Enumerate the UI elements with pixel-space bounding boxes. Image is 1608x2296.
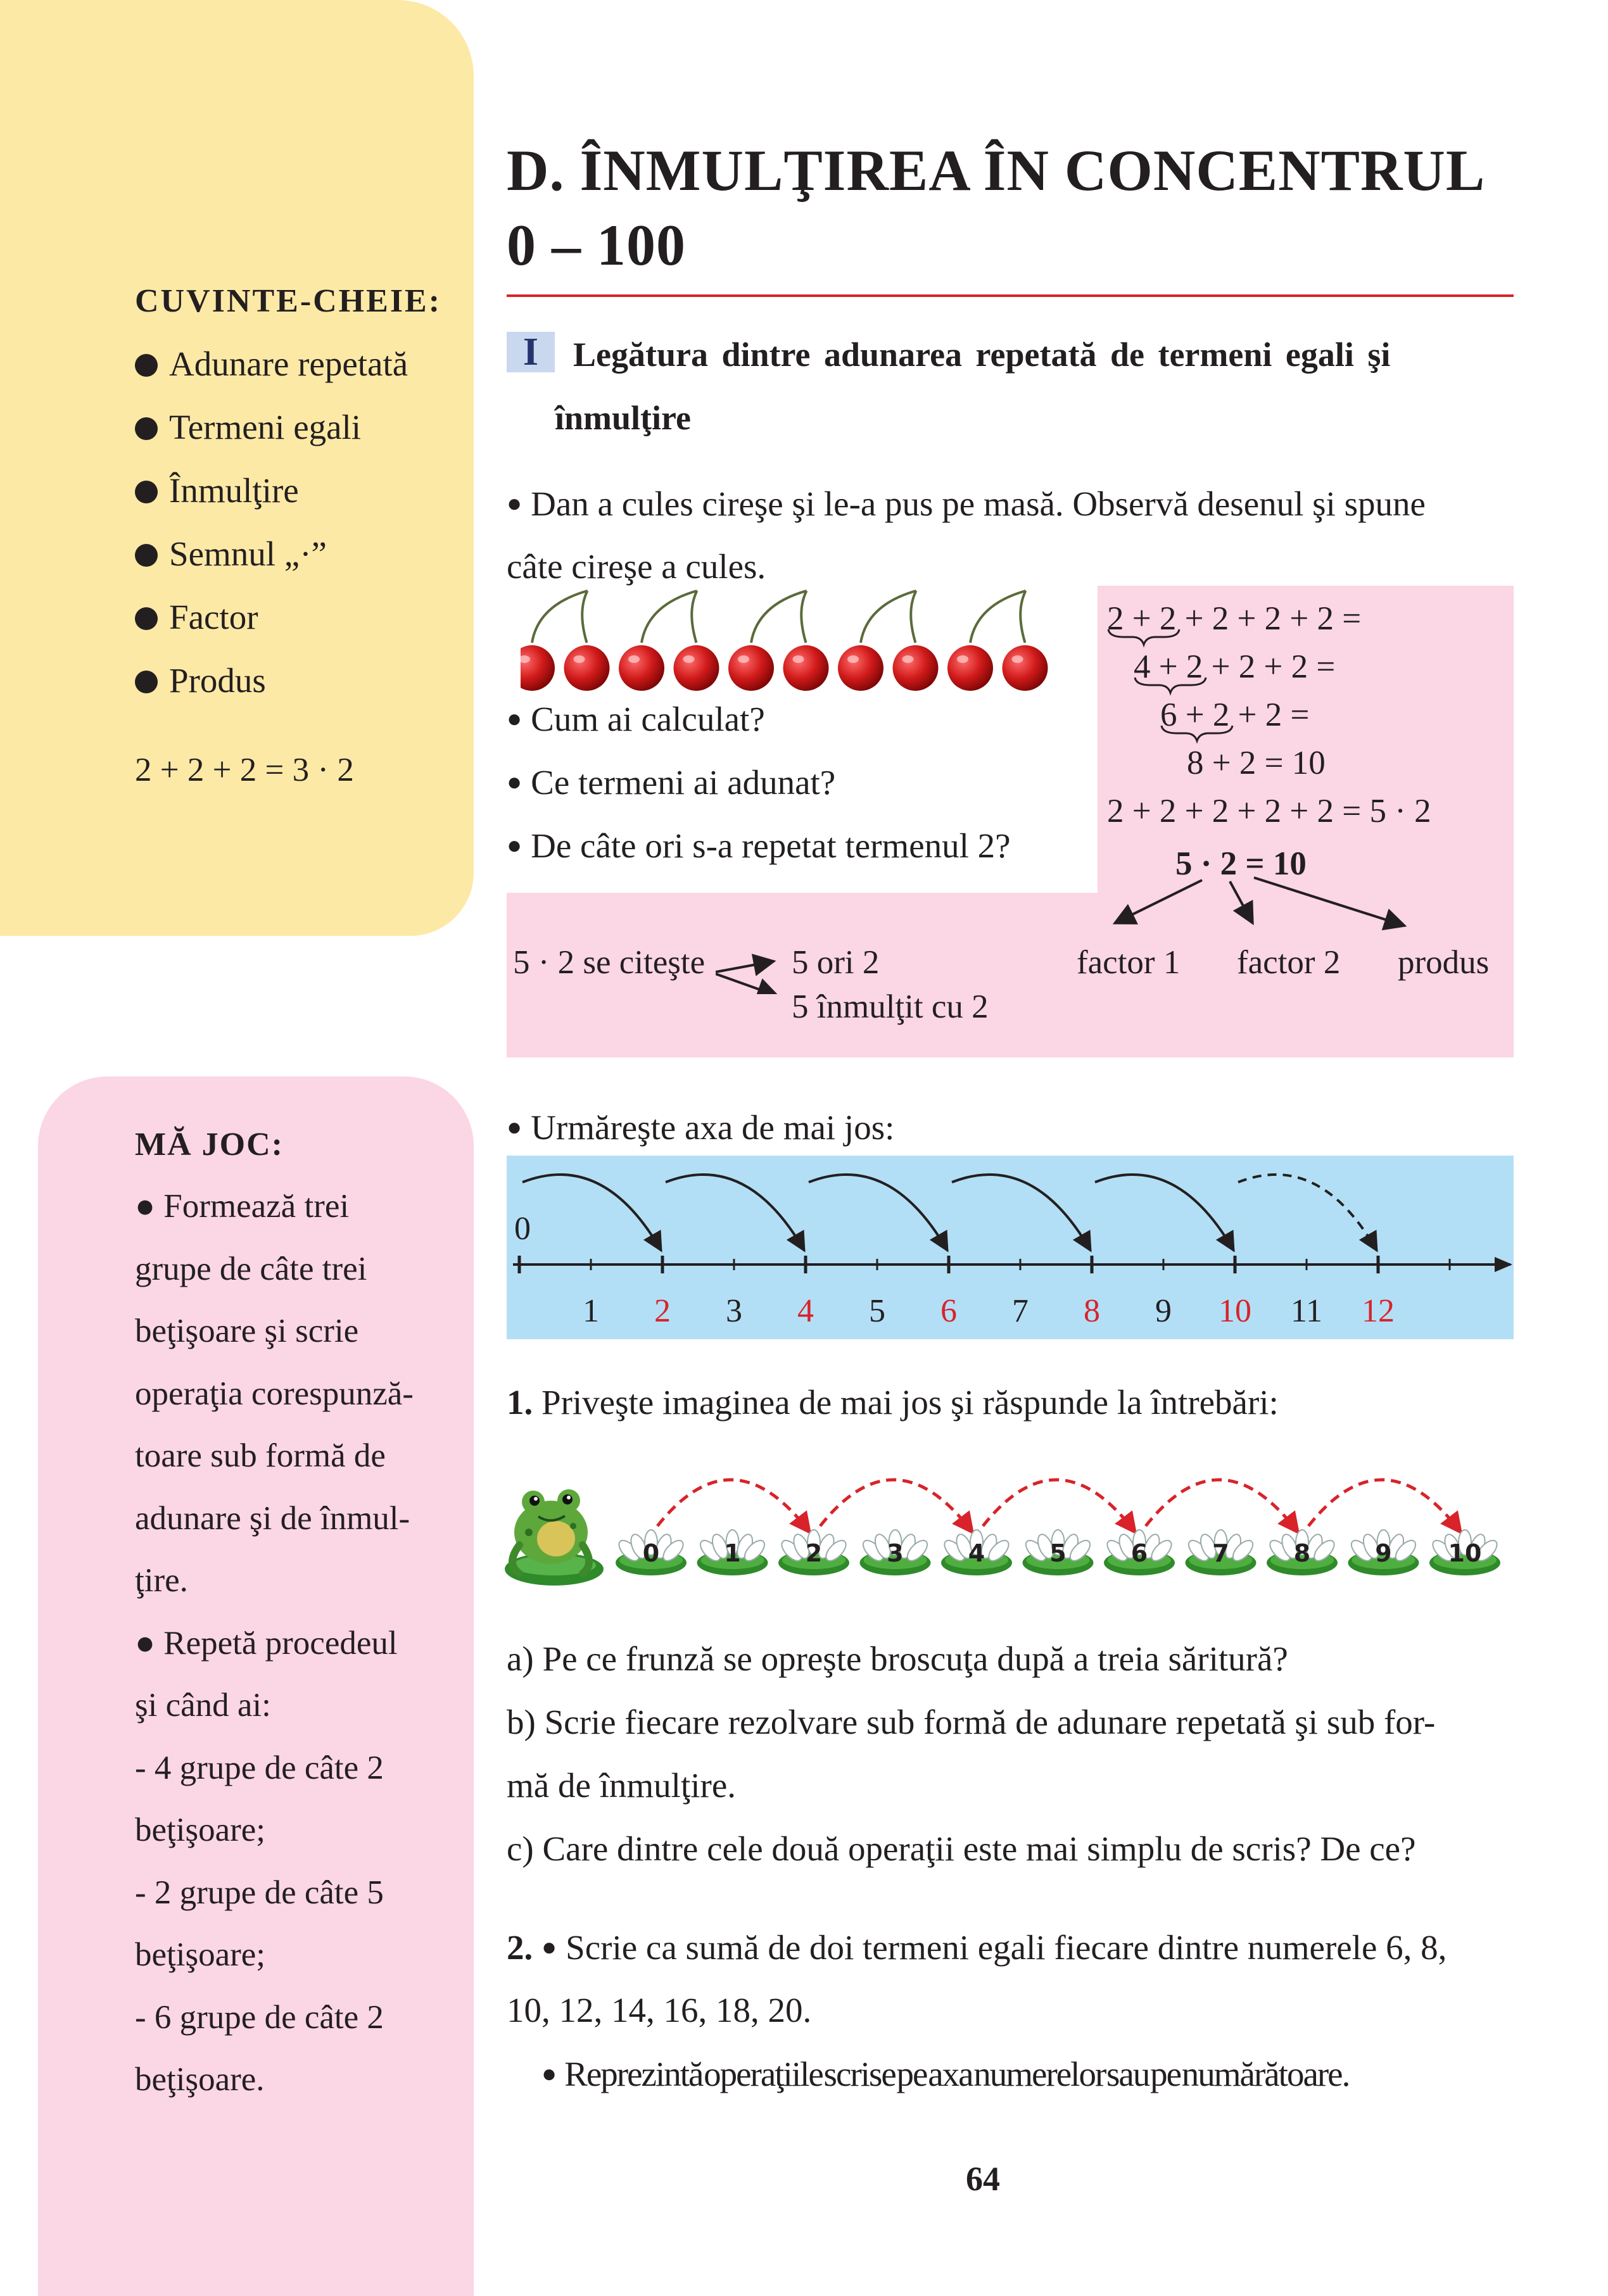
question-3: ● De câte ori s-a repetat termenul 2?	[507, 826, 1011, 865]
lily-pad-label: 5	[1049, 1539, 1067, 1567]
frog-jumps-illustration	[494, 1437, 1520, 1596]
bullet-icon	[135, 671, 158, 693]
question-2: ● Ce termeni ai adunat?	[507, 763, 836, 802]
calc-row: 6 + 2 + 2 =	[1160, 697, 1310, 733]
cherry-icon	[674, 645, 719, 691]
lily-pad-label: 0	[642, 1539, 660, 1567]
bullet-icon	[135, 607, 158, 630]
exercise-1-a: a) Pe ce frunză se opreşte broscuţa după a treia săritură?	[507, 1639, 1288, 1678]
keyword-item: Semnul „·”	[135, 522, 408, 586]
lily-pad-label: 2	[805, 1539, 823, 1567]
factor-2-label: factor 2	[1237, 944, 1341, 981]
intro-line-cont: câte cireşe a cules.	[507, 547, 766, 586]
cherry-icon	[838, 645, 883, 691]
number-axis	[507, 1156, 1514, 1339]
lily-pad-icon	[1104, 1530, 1175, 1575]
lily-pad-icon	[1185, 1530, 1256, 1575]
calc-row: 8 + 2 = 10	[1187, 745, 1326, 781]
lily-pad-icon	[1429, 1530, 1500, 1575]
exercise-2-line-cont: 10, 12, 14, 16, 18, 20.	[507, 1991, 812, 2029]
calc-result: 5 · 2 = 10	[1175, 845, 1307, 882]
cherry-stem	[970, 591, 1026, 643]
axis-label: 5	[869, 1293, 885, 1329]
lily-pad-label: 4	[968, 1539, 985, 1567]
lily-pad-icon	[697, 1530, 768, 1575]
cherry-stem	[861, 591, 916, 643]
axis-label: 12	[1362, 1293, 1395, 1329]
frog-icon	[505, 1489, 604, 1586]
frog-jump-arc	[657, 1480, 809, 1531]
axis-label: 6	[940, 1293, 957, 1329]
lily-pad-label: 1	[724, 1539, 741, 1567]
lily-pad-label: 10	[1448, 1539, 1482, 1567]
lily-pad-icon	[1022, 1530, 1093, 1575]
bullet-icon	[135, 417, 158, 440]
calc-row: 2 + 2 + 2 + 2 + 2 =	[1107, 600, 1362, 637]
jump-arc	[809, 1175, 947, 1251]
lily-pad-icon	[859, 1530, 930, 1575]
cherry-icon	[1003, 645, 1048, 691]
bullet-icon	[135, 354, 158, 377]
bullet-icon	[135, 481, 158, 503]
cherry-icon	[893, 645, 939, 691]
axis-label: 2	[654, 1293, 671, 1329]
factor-1-label: factor 1	[1077, 944, 1181, 981]
keywords-example: 2 + 2 + 2 = 3 · 2	[135, 752, 354, 788]
game-text: ● Formează trei grupe de câte trei beţişoare şi scrie operaţia corespunză- toare sub formă de adunare şi de înmul- ţire. ● Repetă procedeul şi când ai: - 4 grupe de câte 2 beţişoare; - 2 grupe de câte 5 beţişoare; - 6 grupe de câte 2 beţişoare.	[135, 1188, 414, 2098]
page-number: 64	[966, 2160, 1000, 2198]
lily-pad-label: 8	[1293, 1539, 1311, 1567]
frog-jump-arc	[820, 1480, 972, 1531]
exercise-2-line: 2. ● Scrie ca sumă de doi termeni egali fiecare dintre numerele 6, 8,	[507, 1928, 1447, 1967]
axis-label: 8	[1084, 1293, 1100, 1329]
exercise-1-c: c) Care dintre cele două operaţii este mai simplu de scris? De ce?	[507, 1829, 1416, 1868]
exercise-1-b-cont: mă de înmulţire.	[507, 1766, 736, 1805]
keyword-item: Adunare repetată	[135, 332, 408, 396]
lily-pad-icon	[941, 1530, 1012, 1575]
lily-pad-label: 7	[1212, 1539, 1229, 1567]
jump-arc	[1095, 1175, 1234, 1251]
lily-pad-icon	[1348, 1530, 1419, 1575]
axis-label: 1	[583, 1293, 599, 1329]
calc-row: 4 + 2 + 2 + 2 =	[1134, 648, 1336, 685]
keywords-title: CUVINTE-CHEIE:	[135, 283, 442, 319]
cherry-icon	[619, 645, 664, 691]
axis-label: 10	[1219, 1293, 1251, 1329]
keyword-item: Factor	[135, 586, 408, 649]
cherries-illustration	[521, 586, 1091, 697]
calc-sum: 2 + 2 + 2 + 2 + 2 = 5 · 2	[1107, 793, 1431, 829]
cherry-stem	[532, 591, 588, 643]
exercise-1-prompt: 1. Priveşte imaginea de mai jos şi răspunde la întrebări:	[507, 1383, 1279, 1422]
axis-label: 11	[1290, 1293, 1323, 1329]
cherry-icon	[521, 645, 555, 691]
bullet-icon	[135, 544, 158, 567]
reads-as-label: 5 · 2 se citeşte	[513, 944, 706, 981]
keyword-item: Înmulţire	[135, 459, 408, 522]
jump-arc	[666, 1175, 804, 1251]
keyword-item: Termeni egali	[135, 396, 408, 459]
jump-arc	[952, 1175, 1091, 1251]
axis-label: 3	[726, 1293, 742, 1329]
lily-pad-label: 3	[887, 1539, 904, 1567]
axis-label: 9	[1155, 1293, 1172, 1329]
question-1: ● Cum ai calculat?	[507, 700, 765, 738]
jump-arc	[522, 1175, 661, 1251]
chapter-title: D. ÎNMULŢIREA ÎN CONCENTRUL 0 – 100	[507, 138, 1486, 277]
title-divider	[507, 294, 1514, 297]
game-title: MĂ JOC:	[135, 1126, 284, 1163]
frog-jump-arc	[1308, 1480, 1460, 1531]
lily-pad-label: 9	[1375, 1539, 1392, 1567]
brace-icons	[1102, 627, 1292, 754]
section-title-cont: înmulţire	[555, 399, 691, 437]
cherry-stem	[751, 591, 807, 643]
product-label: produs	[1398, 944, 1490, 981]
axis-label: 4	[797, 1293, 814, 1329]
reading-option-1: 5 ori 2	[792, 944, 880, 981]
exercise-1-b: b) Scrie fiecare rezolvare sub formă de adunare repetată şi sub for-	[507, 1703, 1436, 1741]
cherry-stem	[642, 591, 697, 643]
cherry-icon	[783, 645, 829, 691]
exercise-2-task: ● Reprezintă operaţiile scrise pe axa numerelor sau pe numărătoare.	[541, 2055, 1350, 2093]
keyword-item: Produs	[135, 649, 408, 712]
section-title: Legătura dintre adunarea repetată de termeni egali şi	[573, 336, 1391, 374]
reading-option-2: 5 înmulţit cu 2	[792, 988, 989, 1025]
cherry-icon	[728, 645, 774, 691]
keywords-list	[135, 332, 408, 712]
lily-pad-icon	[616, 1530, 687, 1575]
axis-instruction: ● Urmăreşte axa de mai jos:	[507, 1108, 895, 1147]
cherry-icon	[947, 645, 993, 691]
intro-line: ● Dan a cules cireşe şi le-a pus pe masă. Observă desenul şi spune	[507, 484, 1426, 523]
jump-arc	[1238, 1175, 1377, 1251]
frog-jump-arc	[983, 1480, 1134, 1531]
axis-label: 7	[1012, 1293, 1029, 1329]
section-badge: I	[507, 332, 555, 372]
axis-zero-label: 0	[514, 1211, 531, 1247]
lily-pad-label: 6	[1130, 1539, 1148, 1567]
cherry-icon	[564, 645, 610, 691]
lily-pad-icon	[1267, 1530, 1338, 1575]
frog-jump-arc	[1146, 1480, 1297, 1531]
lily-pad-icon	[778, 1530, 849, 1575]
